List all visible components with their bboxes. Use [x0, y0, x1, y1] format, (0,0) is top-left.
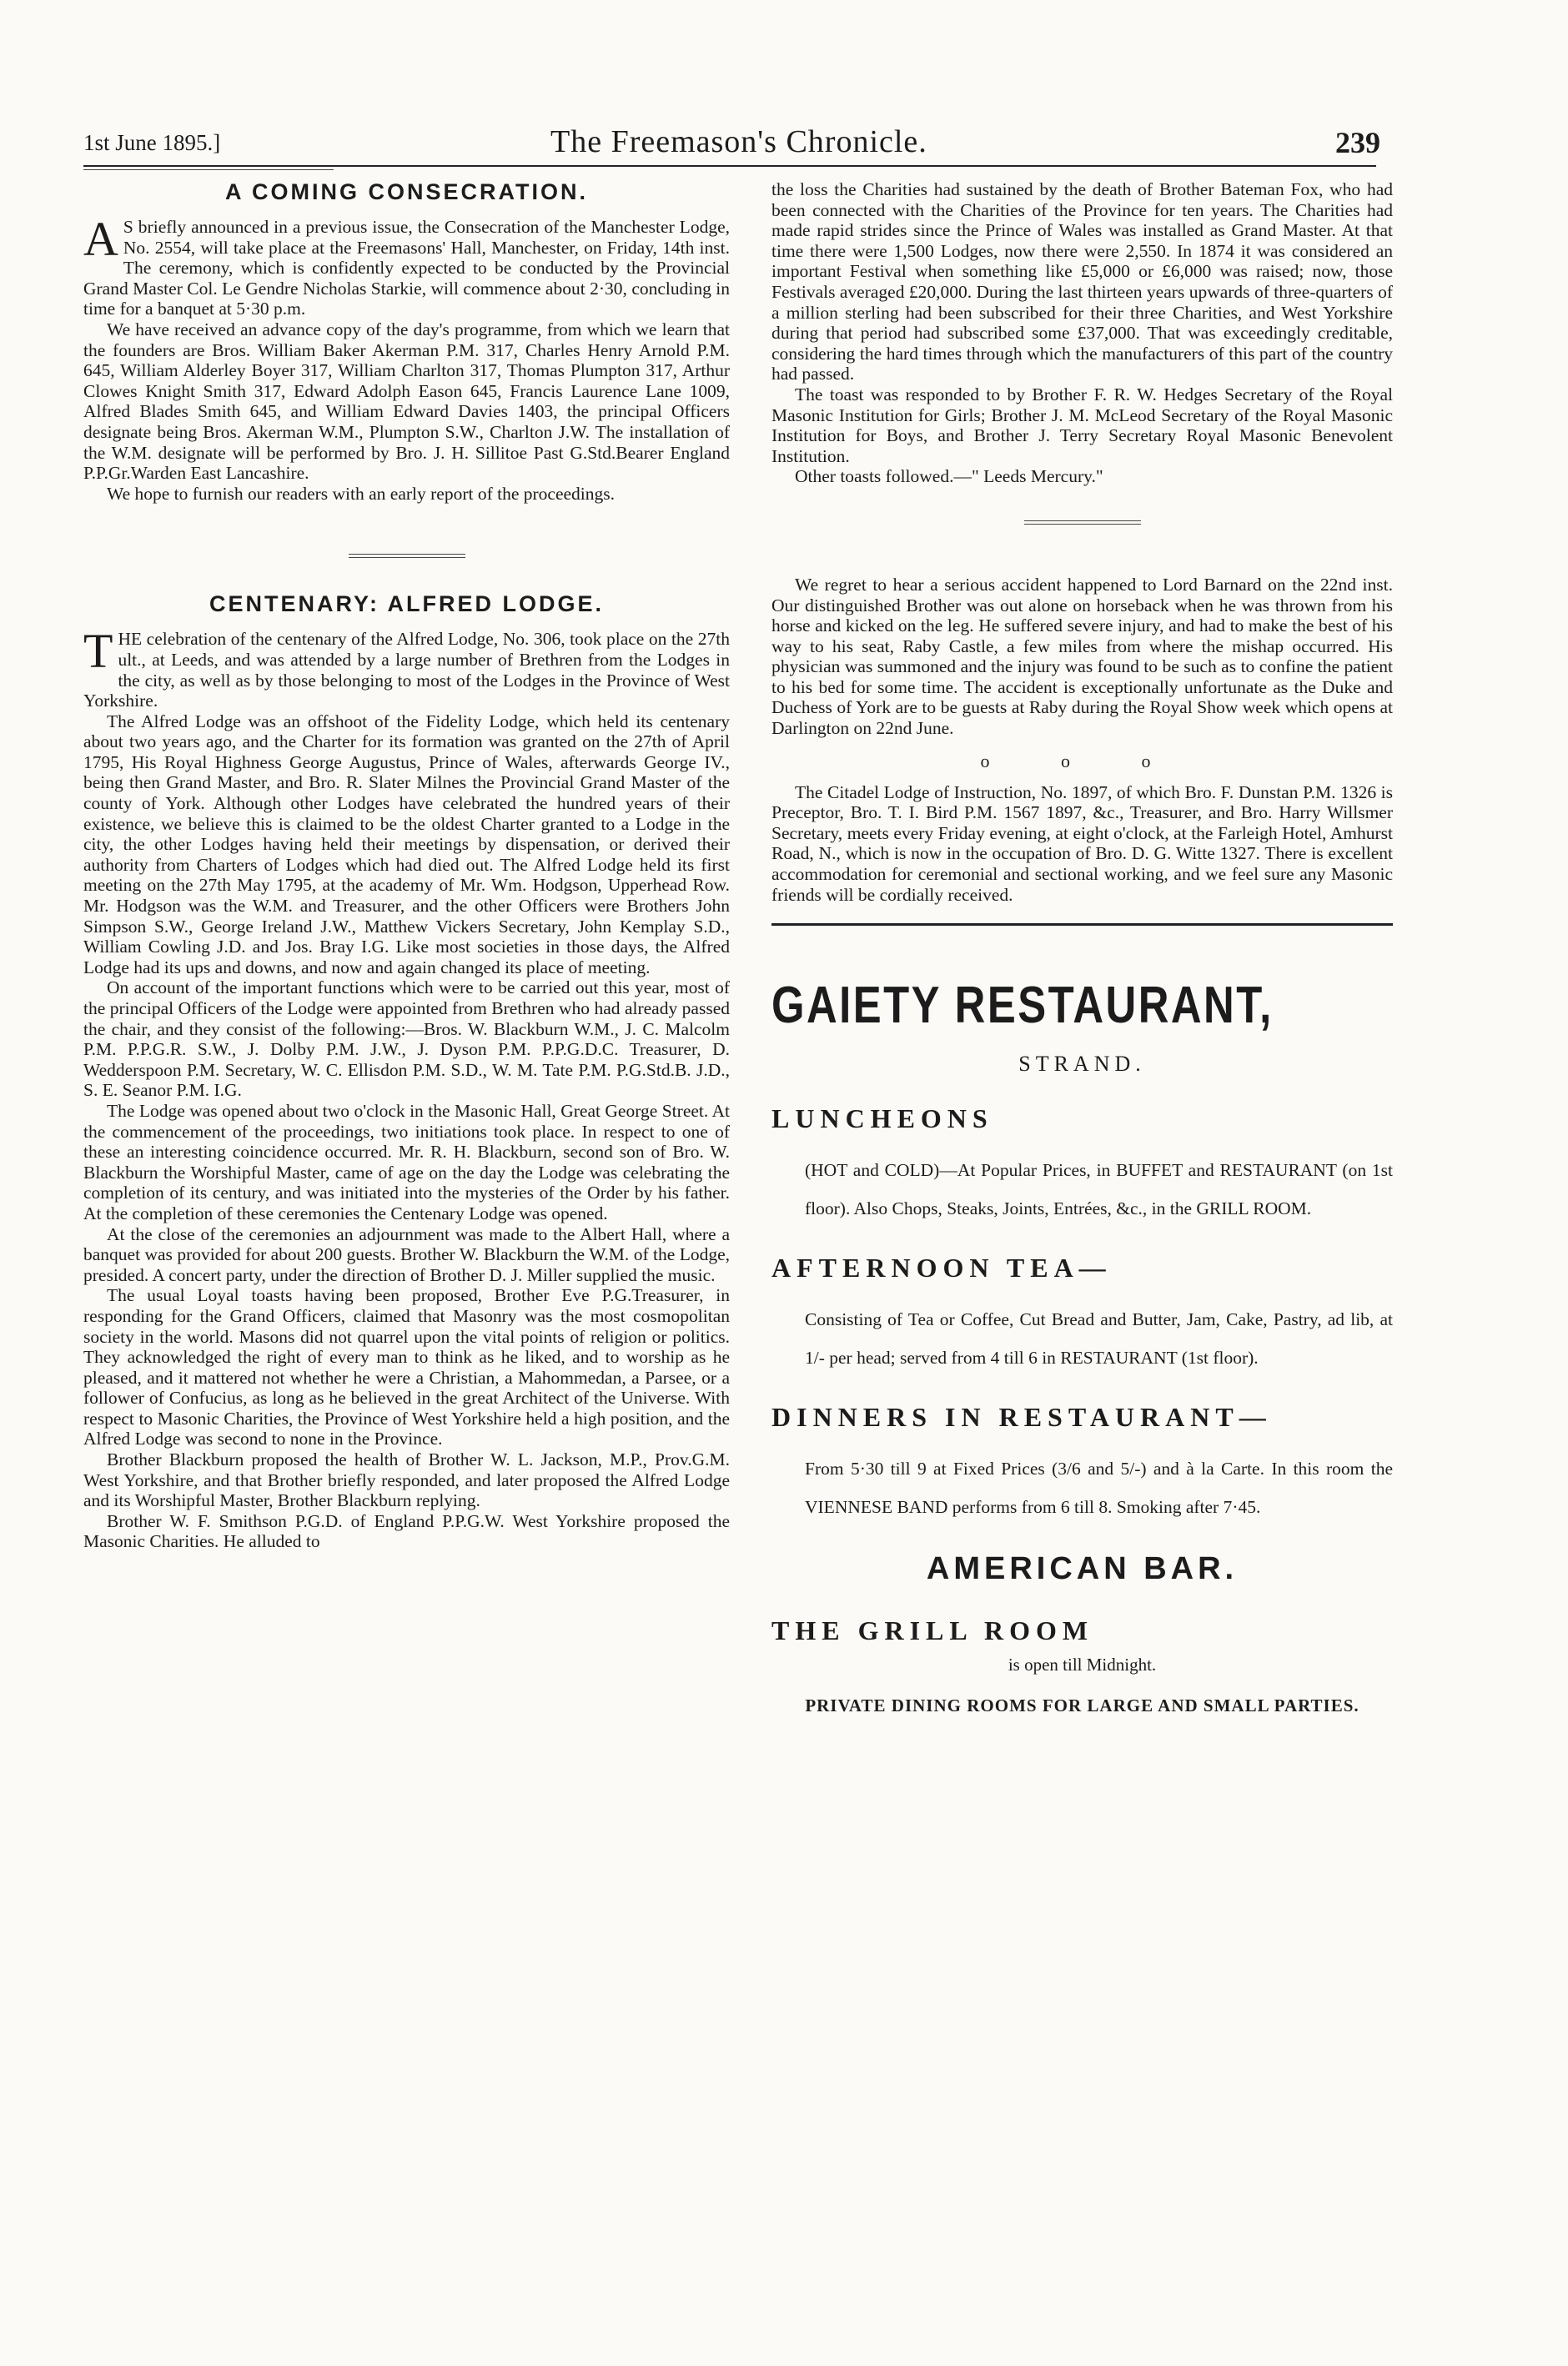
article-paragraph: Brother Blackburn proposed the health of Brother W. L. Jackson, M.P., Prov.G.M. West Yorkshire, and that Brother briefly responded, and later proposed the Alfred Lodge and its Worshipful Master, Brother Blackburn replying.: [83, 1449, 730, 1511]
article-paragraph: On account of the important functions which were to be carried out this year, most of the principal Officers of the Lodge were appointed from Brethren who had already passed the chair, and they consist of the following:—Bros. W. Blackburn W.M., J. C. Malcolm P.M. P.P.G.R. S.W., J. Dolby P.M. J.W., J. Dyson P.M. P.P.G.D.C. Treasurer, D. Wedderspoon P.M. Secretary, W. C. Ellisdon P.M. S.D., W. M. Tate P.M. P.G.Std.B. J.D., S. E. Seanor P.M. I.G.: [83, 977, 730, 1101]
article-title-centenary: CENTENARY: ALFRED LODGE.: [209, 591, 604, 617]
article-paragraph: The Alfred Lodge was an offshoot of the Fidelity Lodge, which held its centenary about two years ago, and the Charter for its formation was granted on the 27th of April 1795, His Royal Highness George Augustus, Prince of Wales, afterwards George IV., being then Grand Master, and Bro. R. Slater Milnes the Provincial Grand Master of the county of York. Although other Lodges have celebrated the hundred years of their existence, we believe this is claimed to be the oldest Charter granted to a Lodge in the city, the other Lodges having held their meetings by dispensation, or derived their authority from Charters of Lodges which had died out. The Alfred Lodge held its first meeting on the 27th May 1795, at the academy of Mr. Wm. Hodgson, Upperhead Row. Mr. Hodgson was the W.M. and Treasurer, and the other Officers were Brothers John Simpson S.W., George Ireland J.W., Matthew Vickers Secretary, John Kemplay S.D., William Cowling J.D. and Jos. Bray I.G. Like most societies in those days, the Alfred Lodge had its ups and downs, and now and again changed its place of meeting.: [83, 711, 730, 977]
article-paragraph: the loss the Charities had sustained by the death of Brother Bateman Fox, who had been connected with the Charities of the Province for ten years. The Charities had made rapid strides since the Prince of Wales was installed as Grand Master. At that time there were 1,500 Lodges, now there were 2,550. In 1874 it was considered an important Festival when something like £5,000 or £6,000 was raised; now, those Festivals averaged £20,000. During the last thirteen years upwards of three-quarters of a million sterling had been subscribed for their three Charities, and West Yorkshire during that period had subscribed some £37,000. That was exceedingly creditable, considering the hard times through which the manufacturers of this part of the country had passed.: [771, 179, 1393, 384]
luncheons-heading: LUNCHEONS: [771, 1103, 993, 1134]
luncheons-text: (HOT and COLD)—At Popular Prices, in BUFFET and RESTAURANT (on 1st floor). Also Chops, Steaks, Joints, Entrées, &c., in the GRILL ROOM.: [805, 1160, 1393, 1219]
drop-cap: A: [83, 212, 118, 266]
article-paragraph: Other toasts followed.—" Leeds Mercury.": [795, 466, 1103, 487]
article-paragraph: Brother W. F. Smithson P.G.D. of England P.P.G.W. West Yorkshire proposed the Masonic Charities. He alluded to: [83, 1510, 730, 1552]
article-paragraph: The toast was responded to by Brother F. R. W. Hedges Secretary of the Royal Masonic Institution for Girls; Brother J. M. McLeod Secretary of the Royal Masonic Institution for Boys, and Brother J. Terry Secretary Royal Masonic Benevolent Institution.: [771, 384, 1393, 466]
article-paragraph: At the close of the ceremonies an adjournment was made to the Albert Hall, where a banquet was provided for about 200 guests. Brother W. Blackburn the W.M. of the Lodge, presided. A concert party, under the direction of Brother D. J. Miller supplied the music.: [83, 1223, 730, 1285]
section-divider: [349, 554, 465, 558]
private-rooms-footer: PRIVATE DINING ROOMS FOR LARGE AND SMALL PARTIES.: [805, 1695, 1359, 1716]
section-divider: [1024, 520, 1141, 525]
article-paragraph: The Citadel Lodge of Instruction, No. 1897, of which Bro. F. Dunstan P.M. 1326 is Preceptor, Bro. T. I. Bird P.M. 1567 1897, &c., Treasurer, and Bro. Harry Willsmer Secretary, meets every Friday evening, at eight o'clock, at the Farleigh Hotel, Amhurst Road, N., which is now in the occupation of Bro. D. G. Witte 1327. There is excellent accommodation for ceremonial and sectional working, and we feel sure any Masonic friends will be cordially received.: [771, 781, 1393, 905]
right-column: [771, 179, 1393, 1716]
article-paragraph: [83, 624, 730, 711]
article-paragraph: We have received an advance copy of the day's programme, from which we learn that the founders are Bros. William Baker Akerman P.M. 317, Charles Henry Arnold P.M. 645, William Alderley Boyer 317, William Charlton 317, Thomas Plumpton 317, Arthur Clowes Knight Smith 317, Edward Adolph Eason 645, Francis Laurence Lane 1009, Alfred Blades Smith 645, and William Edward Davies 1403, the principal Officers designate being Bros. Akerman W.M., Plumpton S.W., Charlton J.W. The installation of the W.M. designate will be performed by Bro. J. H. Sillitoe Past G.Std.Bearer England P.P.Gr.Warden East Lancashire.: [83, 319, 730, 484]
grill-room-heading: THE GRILL ROOM: [771, 1615, 1094, 1646]
tea-heading: AFTERNOON TEA—: [771, 1253, 1112, 1283]
header-rule: [83, 165, 1376, 167]
dinners-text: From 5·30 till 9 at Fixed Prices (3/6 and 5/-) and à la Carte. In this room the VIENNESE BAND performs from 6 till 8. Smoking after 7·45.: [805, 1459, 1393, 1518]
issue-date: 1st June 1895.]: [83, 130, 221, 155]
article-paragraph: [83, 212, 730, 319]
article-title-coming-consecration: A COMING CONSECRATION.: [225, 179, 588, 204]
page-header: [83, 123, 1380, 165]
newspaper-title: The Freemason's Chronicle.: [550, 124, 927, 159]
dinners-heading: DINNERS IN RESTAURANT—: [771, 1402, 1272, 1433]
left-column: [83, 179, 730, 1552]
section-ornament: o o o: [980, 750, 1184, 771]
article-paragraph: The usual Loyal toasts having been proposed, Brother Eve P.G.Treasurer, in responding for the Grand Officers, claimed that Masonry was the most cosmopolitan society in the world. Masons did not quarrel upon the vital points of religion or politics. They acknowledged the right of every man to think as he liked, and to worship as he pleased, and it mattered not whether he were a Christian, a Mahommedan, a Parsee, or a follower of Confucius, as long as he believed in the great Architect of the Universe. With respect to Masonic Charities, the Province of West Yorkshire held a high position, and the Alfred Lodge was second to none in the Province.: [83, 1285, 730, 1449]
paragraph-text: HE celebration of the centenary of the Alfred Lodge, No. 306, took place on the 27th ult., at Leeds, and was attended by a large number of Brethren from the Lodges in the city, as well as by those belonging to most of the Lodges in the Province of West Yorkshire.: [83, 629, 730, 711]
advert-rule: [771, 923, 1393, 926]
gaiety-advertisement: [771, 976, 1393, 1716]
advert-subtitle: STRAND.: [1018, 1052, 1146, 1077]
header-rule-secondary: [83, 169, 334, 170]
american-bar-heading: AMERICAN BAR.: [926, 1551, 1239, 1587]
article-paragraph: We regret to hear a serious accident happened to Lord Barnard on the 22nd inst. Our distinguished Brother was out alone on horseback when he was thrown from his horse and kicked on the leg. He suffered severe injury, and had to make the best of his way to his seat, Raby Castle, a few miles from where the mishap occurred. His physician was summoned and the injury was found to be such as to confine the patient to his bed for some time. The accident is exceptionally unfortunate as the Duke and Duchess of York are to be guests at Raby during the Royal Show week which opens at Darlington on 22nd June.: [771, 574, 1393, 739]
grill-room-text: is open till Midnight.: [1008, 1655, 1157, 1675]
page-number: 239: [1335, 126, 1380, 159]
article-paragraph: The Lodge was opened about two o'clock in the Masonic Hall, Great George Street. At the commencement of the proceedings, two initiations took place. In respect to one of these an interesting coincidence occurred. Mr. R. H. Blackburn, second son of Bro. W. Blackburn the Worshipful Master, came of age on the day the Lodge was celebrating the completion of its century, and was initiated into the mysteries of the Order by his father. At the completion of these ceremonies the Centenary Lodge was opened.: [83, 1100, 730, 1223]
article-paragraph: We hope to furnish our readers with an early report of the proceedings.: [107, 483, 616, 504]
advert-title: GAIETY RESTAURANT,: [771, 977, 1274, 1035]
paragraph-text: S briefly announced in a previous issue, the Consecration of the Manchester Lodge, No. 2554, will take place at the Freemasons' Hall, Manchester, on Friday, 14th inst. The ceremony, which is confidently expected to be conducted by the Provincial Grand Master Col. Le Gendre Nicholas Starkie, will commence about 2·30, concluding in time for a banquet at 5·30 p.m.: [83, 217, 730, 319]
drop-cap: T: [83, 624, 113, 679]
tea-text: Consisting of Tea or Coffee, Cut Bread and Butter, Jam, Cake, Pastry, ad lib, at 1/- per head; served from 4 till 6 in RESTAURANT (1st floor).: [805, 1309, 1393, 1369]
